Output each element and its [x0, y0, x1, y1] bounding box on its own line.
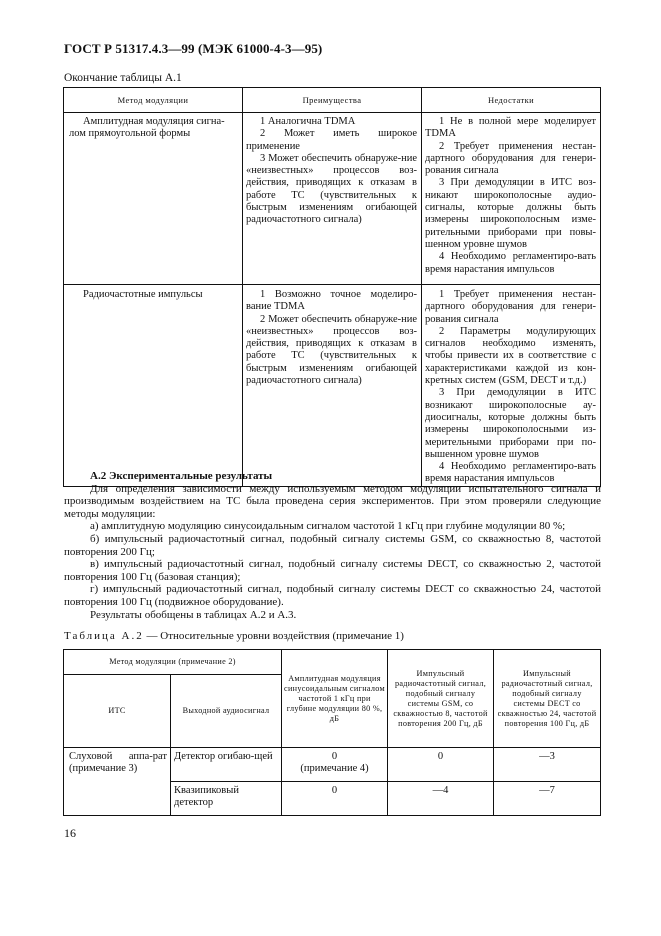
column-header-am: Амплитудная модуляция синусоидальным сигналом частотой 1 кГц при глубине модуляции 80 %, дБ [282, 650, 388, 748]
dect-value-cell: —7 [494, 782, 601, 816]
list-item: 1 Аналогична TDMA [260, 116, 356, 127]
table-row [64, 284, 601, 486]
column-header-dect: Импульсный радиочастотный сигнал, подобный сигналу системы DECT со скважностью 24, частотой повторения 100 Гц, дБ [494, 650, 601, 748]
row-divider [243, 284, 421, 285]
group-header-modulation-method: Метод модуляции (примечание 2) [64, 650, 282, 675]
gsm-value-cell: 0 [388, 748, 494, 782]
column-header-disadvantages: Недостатки [422, 88, 601, 113]
table2-caption-number: Таблица А.2 [64, 630, 144, 642]
section-heading: А.2 Экспериментальные результаты [90, 470, 273, 482]
column-header-output: Выходной аудиосигнал [171, 675, 282, 748]
method-cell [64, 284, 243, 486]
am-value-cell: 0 [282, 782, 388, 816]
list-item: в) импульсный радиочастотный сигнал, подобный сигналу системы DECT, со скважностью 2, частотой повторения 100 Гц (базовая станция); [64, 558, 601, 583]
list-item: г) импульсный радиочастотный сигнал, подобный сигналу системы DECT со скважностью 24, частотой повторения 100 Гц (подвижное оборудование). [64, 583, 601, 608]
section-a2 [64, 470, 601, 621]
table-row [64, 748, 601, 782]
advantages-cell [243, 284, 422, 486]
document-header: ГОСТ Р 51317.4.3—99 (МЭК 61000-4-3—95) [64, 41, 323, 56]
list-item: 3 Может обеспечить обнаруже-ние «неизвестных» процессов воз-действия, приводящих к отказам в работе ТС (чувствительных к быстрым изменениям огибающей радиочастотного сигнала) [246, 152, 417, 226]
advantages-cell [243, 113, 422, 285]
method-cell [64, 113, 243, 285]
list-item: 2 Может иметь широкое применение [246, 128, 417, 152]
column-header-its: ИТС [64, 675, 171, 748]
modulation-methods-table [63, 87, 601, 487]
list-item: 3 При демодуляции в ИТС возникают широкополосные ау-диосигналы, которые должны быть измерены широкополосными из-мерительными приборами при по-вышенном уровне шумов [425, 387, 596, 460]
table2-caption-text: — Относительные уровни воздействия (примечание 1) [143, 630, 404, 642]
output-cell: Квазипиковый детектор [171, 782, 282, 816]
page-number: 16 [64, 826, 76, 840]
dect-value-cell: —3 [494, 748, 601, 782]
column-header-method: Метод модуляции [64, 88, 243, 113]
row-divider [422, 284, 600, 285]
table1-caption: Окончание таблицы А.1 [64, 72, 182, 84]
list-item: 4 Необходимо регламентиро-вать время нарастания импульсов [425, 251, 596, 275]
method-name: Амплитудная модуляция сигна- лом прямоугольной формы [69, 116, 225, 140]
list-item: 2 Требует применения нестан-дартного оборудования для генери-рования сигнала [425, 140, 596, 177]
list-item: 1 Требует применения нестан-дартного оборудования для генери-рования сигнала [425, 289, 596, 325]
list-item: 2 Параметры модулирующих сигналов необходимо изменять, чтобы привести их в соответствие с характеристиками каждой из кон-кретных систем (GSM, DECT и т.д.) [425, 325, 596, 387]
table2-caption [64, 630, 404, 642]
row-divider [64, 284, 242, 285]
device-cell: Слуховой аппа-рат (примечание 3) [64, 748, 171, 816]
gsm-value-cell: —4 [388, 782, 494, 816]
list-item: 1 Не в полной мере моделирует TDMA [425, 116, 596, 140]
section-intro: Для определения зависимости между используемым методом модуляции испытательного сигнала и производимым воздействием на ТС была проведена серия экспериментов. При этом проверяли следующие методы модуляции: [64, 482, 601, 520]
section-summary: Результаты обобщены в таблицах А.2 и А.3. [90, 608, 297, 621]
list-item: 3 При демодуляции в ИТС воз-никают широкополосные аудио-сигналы, которые должны быть измерены широкополосным изме-рительными приборами при повы-шенном уровне шумов [425, 177, 596, 250]
list-item: б) импульсный радиочастотный сигнал, подобный сигналу системы GSM, со скважностью 8, частотой повторения 200 Гц; [64, 532, 601, 558]
am-value-cell [282, 748, 388, 782]
column-header-gsm: Импульсный радиочастотный сигнал, подобный сигналу системы GSM, со скважностью 8, частотой повторения 200 Гц, дБ [388, 650, 494, 748]
list-item: 1 Возможно точное моделиро-вание TDMA [246, 289, 417, 313]
disadvantages-cell [422, 284, 601, 486]
am-value: 0 [331, 751, 338, 762]
am-note: (примечание 4) [300, 763, 369, 775]
relative-levels-table [63, 649, 601, 816]
list-item: а) амплитудную модуляцию синусоидальным сигналом частотой 1 кГц при глубине модуляции 80 %; [90, 520, 566, 533]
method-name: Радиочастотные импульсы [83, 289, 203, 300]
list-item: 4 Необходимо регламентиро-вать время нарастания импульсов [425, 461, 596, 485]
disadvantages-cell [422, 113, 601, 285]
output-cell: Детектор огибаю-щей [171, 748, 282, 782]
table-row [64, 113, 601, 285]
list-item: 2 Может обеспечить обнаруже-ние «неизвестных» процессов воз-действия, приводящих к отказам в работе ТС (чувствительных к быстрым изменениям огибающей радиочастотного сигнала) [246, 313, 417, 387]
column-header-advantages: Преимущества [243, 88, 422, 113]
